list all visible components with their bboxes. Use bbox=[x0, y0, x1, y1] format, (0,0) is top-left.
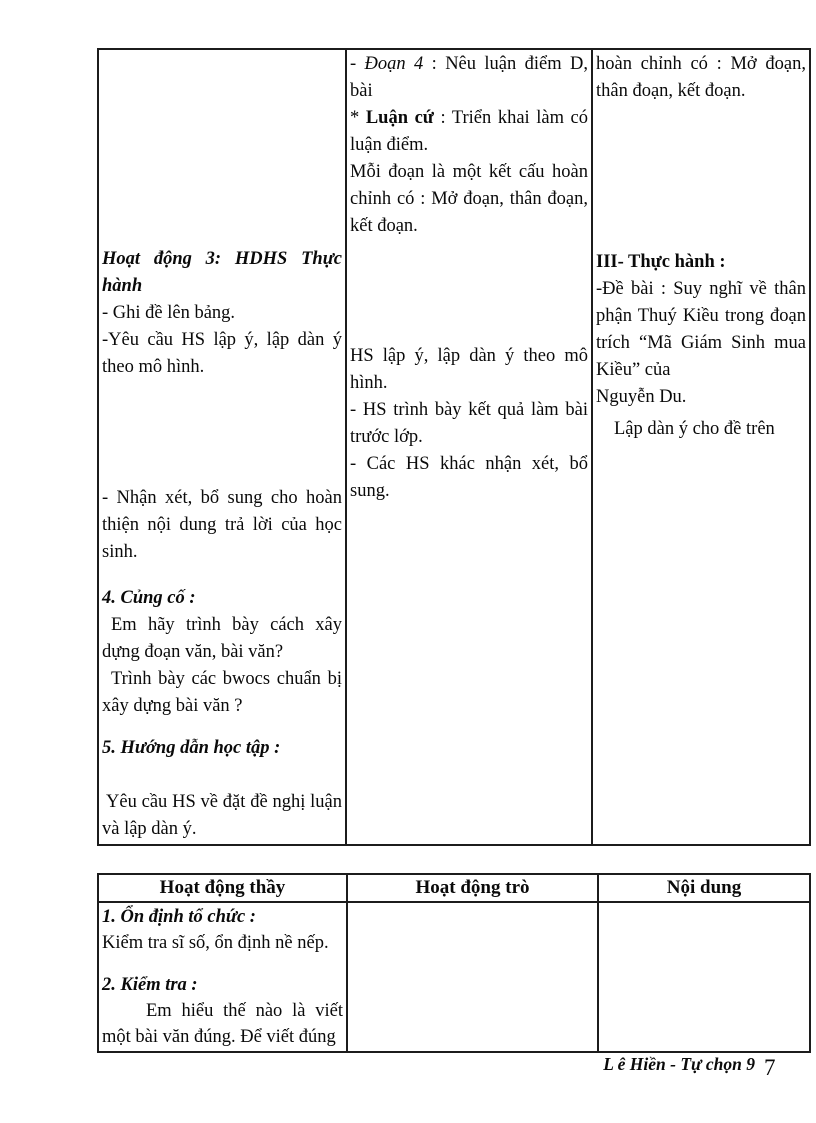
doan4-dash: - bbox=[350, 54, 365, 74]
consolidate-question-1: Em hãy trình bày cách xây dựng đoạn văn, bài văn? bbox=[102, 615, 342, 662]
student-luancu-line bbox=[350, 105, 588, 159]
teacher-ask-outline: -Yêu cầu HS lập ý, lập dàn ý theo mô hình. bbox=[102, 330, 342, 377]
teacher-activity-cell bbox=[98, 49, 346, 845]
homework-heading: 5. Hướng dẫn học tập : bbox=[102, 738, 281, 758]
content-de-bai: -Đề bài : Suy nghĩ về thân phận Thuý Kiều trong đoạn trích “Mã Giám Sinh mua Kiều” của bbox=[596, 279, 806, 380]
next-teacher-cell bbox=[98, 902, 347, 1052]
table-row bbox=[98, 49, 810, 845]
next-student-cell bbox=[347, 902, 598, 1052]
footer-author: L ê Hiền - Tự chọn 9 bbox=[603, 1054, 755, 1074]
content-cell bbox=[592, 49, 810, 845]
doan4-rest: : Nêu luận điểm D, bài bbox=[350, 54, 588, 101]
header-teacher-cell bbox=[98, 874, 347, 902]
content-author-line: Nguyễn Du. bbox=[596, 387, 687, 407]
student-doan4-line bbox=[350, 51, 588, 105]
stabilize-heading: 1. Ổn định tổ chức : bbox=[102, 907, 256, 927]
student-hs-trinh-bay: - HS trình bày kết quả làm bài trước lớp. bbox=[350, 400, 588, 447]
header-teacher-label: Hoạt động thầy bbox=[159, 877, 286, 898]
teacher-feedback: - Nhận xét, bổ sung cho hoàn thiện nội dung trả lời của học sinh. bbox=[102, 488, 342, 562]
content-lap-dan-y: Lập dàn ý cho đề trên bbox=[614, 419, 775, 439]
check-text: Em hiểu thế nào là viết một bài văn đúng. Để viết đúng bbox=[102, 1001, 343, 1047]
luancu-rest: : Triển khai làm có luận điểm. bbox=[350, 108, 589, 155]
header-student-cell bbox=[347, 874, 598, 902]
activity3-heading: Hoạt động 3: HDHS Thực hành bbox=[102, 249, 342, 296]
luancu-label: Luận cứ bbox=[365, 108, 434, 128]
student-moi-doan: Mỗi đoạn là một kết cấu hoàn chỉnh có : Mở đoạn, thân đoạn, kết đoạn. bbox=[350, 162, 588, 236]
teacher-write-board: - Ghi đề lên bảng. bbox=[102, 303, 236, 323]
header-content-label: Nội dung bbox=[666, 877, 742, 898]
student-hs-lap-y: HS lập ý, lập dàn ý theo mô hình. bbox=[350, 346, 588, 393]
table-body-row bbox=[98, 902, 810, 1052]
header-content-cell bbox=[598, 874, 810, 902]
lesson-activity-table bbox=[97, 48, 811, 846]
practice-heading: III- Thực hành : bbox=[596, 252, 726, 272]
check-heading: 2. Kiểm tra : bbox=[102, 975, 198, 995]
doan4-label: Đoạn 4 bbox=[364, 54, 424, 74]
student-hs-nhan-xet: - Các HS khác nhận xét, bổ sung. bbox=[350, 454, 588, 501]
next-lesson-table bbox=[97, 873, 811, 1053]
homework-text: Yêu cầu HS về đặt đề nghị luận và lập dàn ý. bbox=[102, 792, 342, 839]
table-header-row bbox=[98, 874, 810, 902]
luancu-star: * bbox=[350, 108, 366, 128]
consolidate-heading: 4. Củng cố : bbox=[102, 588, 196, 608]
content-continuation: hoàn chỉnh có : Mở đoạn, thân đoạn, kết đoạn. bbox=[596, 54, 806, 101]
footer-page-number: 7 bbox=[764, 1055, 776, 1080]
stabilize-text: Kiểm tra sĩ số, ổn định nề nếp. bbox=[102, 933, 329, 953]
student-activity-cell bbox=[346, 49, 592, 845]
header-student-label: Hoạt động trò bbox=[415, 877, 530, 898]
consolidate-question-2: Trình bày các bwocs chuẩn bị xây dựng bài văn ? bbox=[102, 669, 342, 716]
next-content-cell bbox=[598, 902, 810, 1052]
